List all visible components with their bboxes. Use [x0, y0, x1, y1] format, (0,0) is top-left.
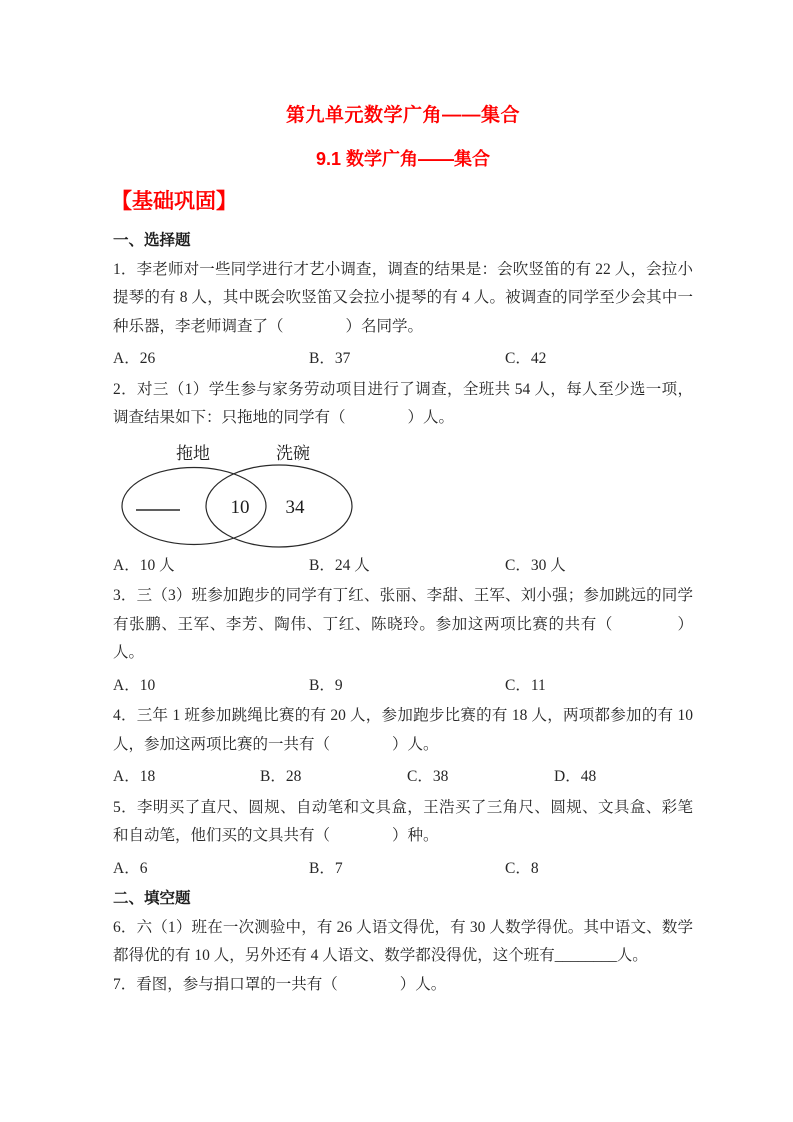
venn-right-label: 洗碗 — [276, 443, 310, 463]
option-2a: A．10 人 — [113, 556, 175, 574]
option-5b: B．7 — [309, 859, 343, 877]
question-3-options — [113, 672, 693, 701]
option-5c: C．8 — [505, 859, 539, 877]
option-4d: D．48 — [554, 768, 597, 785]
question-2-options — [113, 552, 693, 581]
question-3: 3．三（3）班参加跑步的同学有丁红、张丽、李甜、王军、刘小强；参加跳远的同学有张鹏、王军、李芳、陶伟、丁红、陈晓玲。参加这两项比赛的共有（ ）人。 — [113, 587, 693, 661]
question-7: 7．看图，参与捐口罩的一共有（ ）人。 — [113, 975, 447, 993]
option-2c: C．30 人 — [505, 556, 566, 574]
option-1b: B．37 — [309, 350, 351, 367]
option-4a: A．18 — [113, 768, 156, 785]
question-6: 6．六（1）班在一次测验中，有 26 人语文得优，有 30 人数学得优。其中语文、数学都得优的有 10 人，另外还有 4 人语文、数学都没得优，这个班有________人。 — [113, 918, 693, 964]
venn-right-ellipse — [206, 465, 352, 547]
worksheet-content — [113, 96, 693, 999]
question-4: 4．三年 1 班参加跳绳比赛的有 20 人，参加跑步比赛的有 18 人，两项都参加的有 10 人，参加这两项比赛的一共有（ ）人。 — [113, 707, 693, 753]
question-1-options — [113, 345, 693, 374]
question-2: 2．对三（1）学生参与家务劳动项目进行了调查，全班共 54 人，每人至少选一项，调查结果如下：只拖地的同学有（ ）人。 — [113, 380, 693, 426]
venn-overlap-value: 10 — [230, 496, 250, 518]
option-3c: C．11 — [505, 676, 546, 694]
question-1: 1．李老师对一些同学进行才艺小调查，调查的结果是：会吹竖笛的有 22 人，会拉小提琴的有 8 人，其中既会吹竖笛又会拉小提琴的有 4 人。被调查的同学至少会其中一种乐器，李老师调查了（ ）名同学。 — [113, 260, 693, 335]
venn-diagram — [119, 436, 369, 548]
option-5a: A．6 — [113, 859, 148, 877]
option-2b: B．24 人 — [309, 556, 370, 574]
question-5: 5．李明买了直尺、圆规、自动笔和文具盒，王浩买了三角尺、圆规、文具盒、彩笔和自动笔，他们买的文具共有（ ）种。 — [113, 798, 693, 844]
unit-title: 第九单元数学广角——集合 — [285, 105, 520, 126]
option-3a: A．10 — [113, 676, 156, 694]
question-4-options — [113, 763, 693, 792]
venn-left-label: 拖地 — [176, 443, 210, 463]
option-3b: B．9 — [309, 676, 343, 694]
fill-section-heading: 二、填空题 — [113, 890, 191, 907]
option-4b: B．28 — [260, 768, 302, 785]
choice-section-heading: 一、选择题 — [113, 232, 191, 249]
option-1a: A．26 — [113, 350, 156, 367]
venn-right-value: 34 — [285, 496, 305, 518]
option-4c: C．38 — [407, 768, 449, 785]
lesson-title: 9.1 数学广角——集合 — [315, 149, 491, 169]
option-1c: C．42 — [505, 350, 547, 367]
section-badge-basic: 【基础巩固】 — [111, 190, 237, 213]
question-5-options — [113, 855, 693, 884]
